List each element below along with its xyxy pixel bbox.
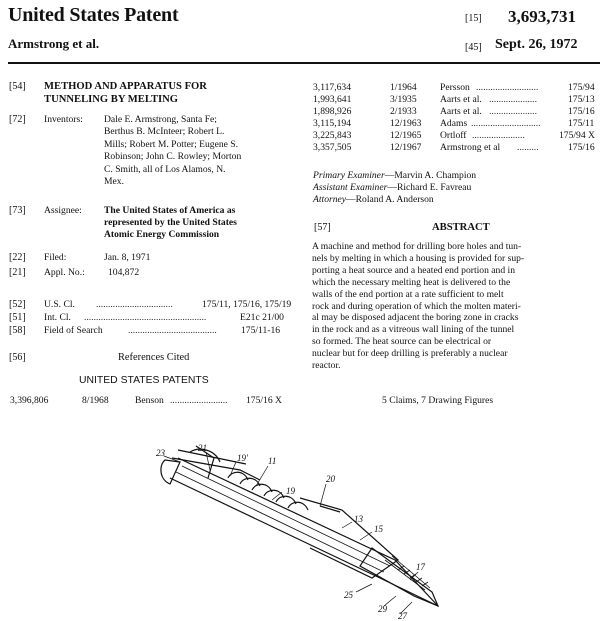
figure-label: 29 <box>378 604 387 614</box>
abstract-heading: ABSTRACT <box>432 222 490 233</box>
attorney: Attorney—Roland A. Anderson <box>313 194 434 205</box>
reference-name: Ortloff <box>440 130 467 141</box>
filed-value: Jan. 8, 1971 <box>104 252 151 263</box>
figure-label: 20 <box>326 474 335 484</box>
claims-count: 5 Claims, 7 Drawing Figures <box>382 395 494 406</box>
figure-label: 21 <box>198 443 207 453</box>
inventors-code: [72] <box>9 114 26 125</box>
invention-title-line-1: METHOD AND APPARATUS FOR <box>44 81 207 92</box>
filed-label: Filed: <box>44 252 67 263</box>
figure-label: 17 <box>416 562 425 572</box>
reference-leader: ......... <box>517 142 539 153</box>
figure-label: 13 <box>354 514 363 524</box>
reference-date: 12/1967 <box>390 142 422 153</box>
housing-upper-edge <box>178 458 438 606</box>
assignee-value: The United States of America as represented by the United States Atomic Energy Commission <box>104 205 237 241</box>
intcl-code: [51] <box>9 312 26 323</box>
heated-tip <box>360 548 438 606</box>
reference-date: 12/1965 <box>390 130 422 141</box>
refs-code: [56] <box>9 352 26 363</box>
figure-label: 25 <box>344 590 353 600</box>
reference-number: 3,115,194 <box>313 118 352 129</box>
references-heading: References Cited <box>118 352 190 363</box>
reference-class: 175/94 <box>568 82 595 93</box>
patent-date: Sept. 26, 1972 <box>495 37 578 52</box>
reference-name: Adams <box>440 118 468 129</box>
reference-name: Persson <box>440 82 470 93</box>
reference-name: Benson <box>135 395 164 406</box>
uscl-leader: ................................ <box>96 299 173 310</box>
reference-date: 3/1935 <box>390 94 417 105</box>
figure-label: 27 <box>398 611 407 621</box>
reference-class: 175/16 X <box>246 395 282 406</box>
reference-class: 175/16 <box>568 106 595 117</box>
reference-number: 3,225,843 <box>313 130 352 141</box>
invention-title-line-2: TUNNELING BY MELTING <box>44 94 179 105</box>
primary-examiner: Primary Examiner—Marvin A. Champion <box>313 170 477 181</box>
inventors-list: Dale E. Armstrong, Santa Fe; Berthus B. McInteer; Robert L. Mills; Robert M. Potter; Eugene S. Robinson; John C. Rowley; Morton C. Smith, all of Los Alamos, N. Mex. <box>104 114 242 188</box>
reference-leader: .................... <box>489 106 537 117</box>
reference-date: 2/1933 <box>390 106 417 117</box>
reference-class: 175/94 X <box>559 130 595 141</box>
reference-number: 1,993,641 <box>313 94 352 105</box>
date-code: [45] <box>465 42 482 53</box>
reference-name: Aarts et al. <box>440 94 482 105</box>
inventor-short: Armstrong et al. <box>8 36 100 51</box>
figure-label: 23 <box>156 448 165 458</box>
reference-date: 1/1964 <box>390 82 417 93</box>
uscl-code: [52] <box>9 299 26 310</box>
figure-label: 15 <box>374 524 383 534</box>
appl-code: [21] <box>9 267 26 278</box>
uscl-value: 175/11, 175/16, 175/19 <box>202 299 292 310</box>
assignee-label: Assignee: <box>44 205 82 216</box>
assignee-code: [73] <box>9 205 26 216</box>
abstract-code: [57] <box>314 222 331 233</box>
title-code: [54] <box>9 81 26 92</box>
reference-leader: ...................... <box>472 130 525 141</box>
reference-number: 3,357,505 <box>313 142 352 153</box>
reference-name: Armstrong et al <box>440 142 501 153</box>
reference-date: 12/1963 <box>390 118 422 129</box>
appl-label: Appl. No.: <box>44 267 85 278</box>
reference-leader: ............................. <box>471 118 541 129</box>
filed-code: [22] <box>9 252 26 263</box>
reference-class: 175/16 <box>568 142 595 153</box>
reference-leader: .................... <box>489 94 537 105</box>
uscl-label: U.S. Cl. <box>44 299 75 310</box>
reference-number: 1,898,926 <box>313 106 352 117</box>
patent-heading: United States Patent <box>8 4 179 26</box>
figure-label: 11 <box>268 456 277 466</box>
rear-cap <box>161 460 180 484</box>
reference-row: 3,396,806 <box>10 395 49 406</box>
field-value: 175/11-16 <box>241 325 281 336</box>
field-leader: ..................................... <box>128 325 217 336</box>
figure-label: 19 <box>286 486 295 496</box>
reference-name: Aarts et al. <box>440 106 482 117</box>
field-code: [58] <box>9 325 26 336</box>
reference-class: 175/11 <box>568 118 595 129</box>
intcl-leader: ................................................... <box>84 312 207 323</box>
reference-date: 8/1968 <box>82 395 109 406</box>
appl-value: 104,872 <box>108 267 140 278</box>
figure-label: 19' <box>237 453 248 463</box>
intcl-label: Int. Cl. <box>44 312 71 323</box>
inventors-label: Inventors: <box>44 114 83 125</box>
intcl-value: E21c 21/00 <box>240 312 284 323</box>
field-label: Field of Search <box>44 325 103 336</box>
reference-number: 3,117,634 <box>313 82 352 93</box>
patent-number: 3,693,731 <box>508 7 576 26</box>
reference-leader: .......................... <box>476 82 539 93</box>
assistant-examiner: Assistant Examiner—Richard E. Favreau <box>313 182 472 193</box>
us-patents-subheading: UNITED STATES PATENTS <box>79 375 209 386</box>
number-code: [15] <box>465 13 482 24</box>
reference-leader: ........................ <box>170 395 228 406</box>
reference-class: 175/13 <box>568 94 595 105</box>
abstract-body: A machine and method for drilling bore holes and tun- nels by melting in which a housing is provided for sup- porting a heat source and a heated end portion and in which the necessary melting heat is delivered to the walls of the end portion at a rate sufficient to melt rock and during operation of which the molten materi- al may be disposed adjacent the boring zone in cracks in the rock and as a vitreous wall lining of the tunnel so formed. The heat source can be electrical or nuclear but for deep drilling is preferably a nuclear reactor. <box>312 241 525 372</box>
